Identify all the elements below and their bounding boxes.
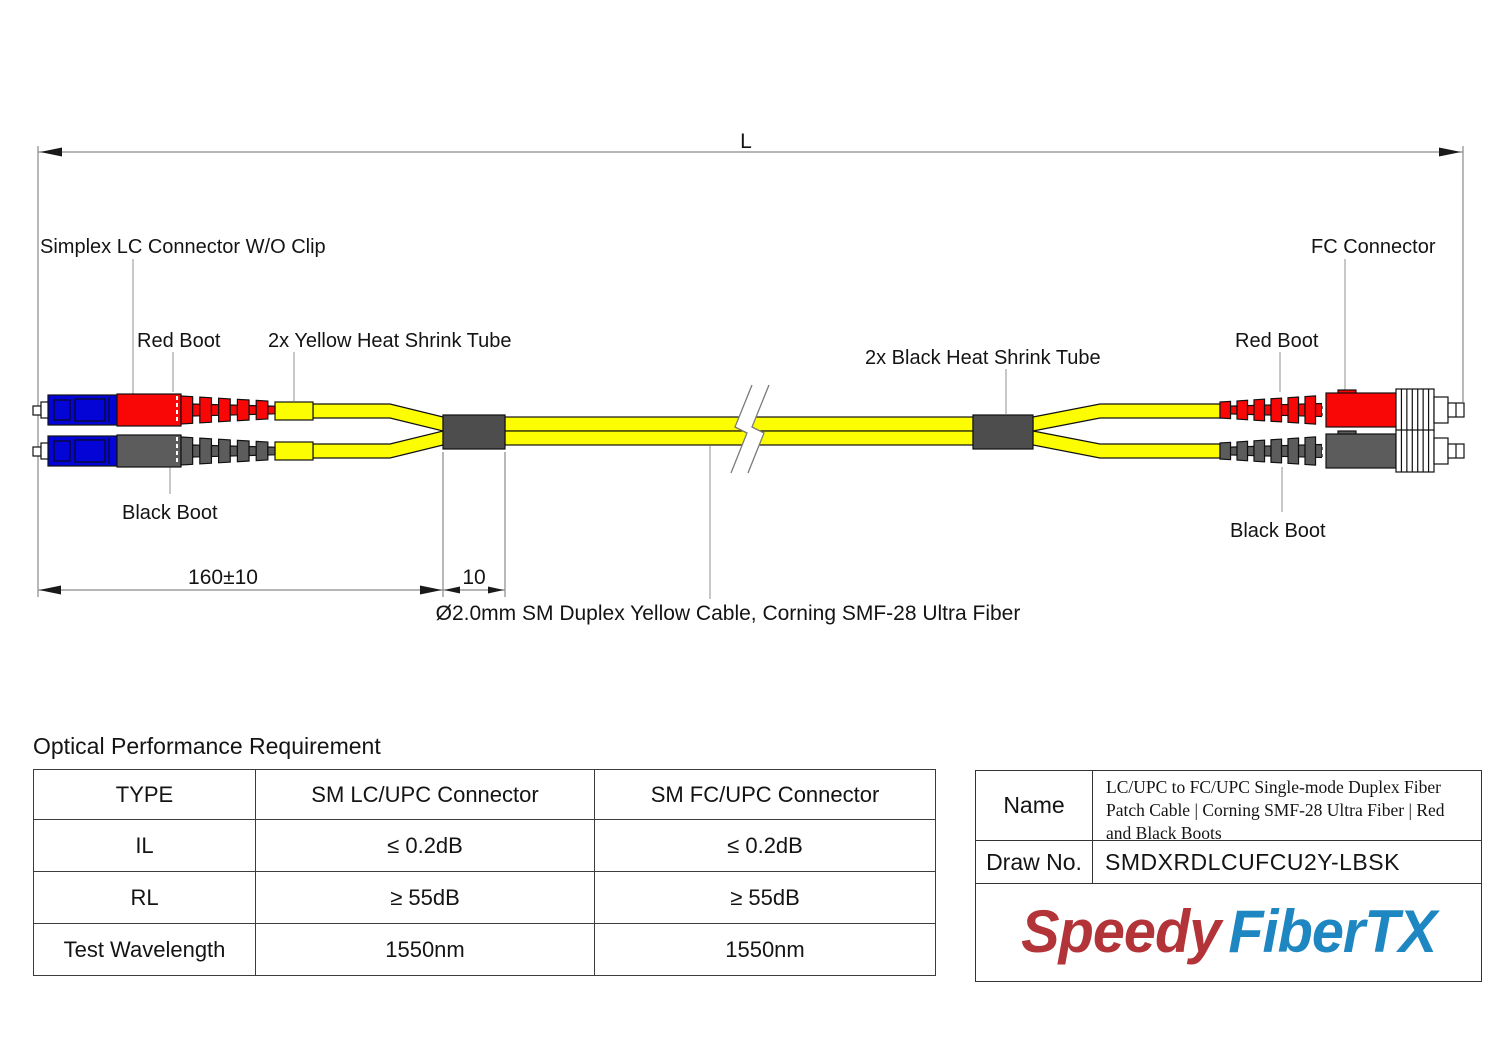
black-boot-ribs-left [181,437,275,465]
performance-table-title: Optical Performance Requirement [33,733,381,759]
wavelength-lc-value: 1550nm [256,924,595,976]
cable-bottom-left [313,431,443,458]
lc-ferrule-tip-bottom [33,447,41,456]
cable-top-right [1033,404,1220,431]
row-label-rl: RL [34,872,256,924]
name-label: Name [976,771,1093,840]
speedyfibertx-logo [976,884,1481,979]
table-row-il [34,820,936,872]
performance-header-row [34,770,936,820]
title-block-name-row [976,771,1481,841]
wavelength-fc-value: 1550nm [595,924,936,976]
fc-collar-top [1434,397,1448,423]
label-fc-connector: FC Connector [1311,236,1436,258]
red-boot-block-left [117,394,181,426]
label-red-boot-left: Red Boot [137,330,221,352]
label-cable-spec: Ø2.0mm SM Duplex Yellow Cable, Corning SMF-28 Ultra Fiber [435,602,1021,625]
fc-collar-bottom [1434,438,1448,464]
duplex-cable-bottom [505,431,973,445]
arrow-L-left [40,148,62,157]
name-value: LC/UPC to FC/UPC Single-mode Duplex Fiber Patch Cable | Corning SMF-28 Ultra Fiber | Red and Black Boots [1106,777,1445,843]
red-boot-ribs-left [181,396,275,424]
arrow-10-right [488,587,504,594]
black-heat-shrink-block [973,415,1033,449]
arrow-160-left [39,586,61,595]
rl-lc-value: ≥ 55dB [256,872,595,924]
lc-ferrule-top [41,402,48,418]
black-boot-block-left [117,435,181,467]
rl-fc-value: ≥ 55dB [595,872,936,924]
label-red-boot-right: Red Boot [1235,330,1319,352]
logo-part-fibertx: FiberTX [1228,898,1437,965]
table-row-wavelength [34,924,936,976]
label-yellow-tube: 2x Yellow Heat Shrink Tube [268,330,512,352]
dim-label-10: 10 [462,566,486,589]
row-label-il: IL [34,820,256,872]
lc-ferrule-tip-top [33,406,41,415]
draw-no-value: SMDXRDLCUFCU2Y-LBSK [1105,848,1400,875]
logo-part-speedy: Speedy [1020,898,1220,965]
label-black-boot-right: Black Boot [1230,520,1326,542]
breakout-block-left [443,415,505,449]
il-fc-value: ≤ 0.2dB [595,820,936,872]
label-lc-connector: Simplex LC Connector W/O Clip [40,236,326,258]
fc-body-red [1326,393,1396,427]
cable-top-left [313,404,443,431]
yellow-heat-shrink-bottom [275,442,313,460]
performance-table [33,769,936,976]
il-lc-value: ≤ 0.2dB [256,820,595,872]
arrow-10-left [444,587,460,594]
col-header-fc: SM FC/UPC Connector [595,770,936,820]
label-black-tube: 2x Black Heat Shrink Tube [865,347,1101,369]
table-row-rl [34,872,936,924]
col-header-lc: SM LC/UPC Connector [256,770,595,820]
dim-label-L: L [740,130,752,153]
label-black-boot-left: Black Boot [122,502,218,524]
row-label-wavelength: Test Wavelength [34,924,256,976]
red-boot-ribs-right [1220,396,1322,424]
col-header-type: TYPE [34,770,256,820]
black-boot-ribs-right [1220,437,1322,465]
arrow-L-right [1439,148,1461,157]
draw-no-label: Draw No. [976,841,1093,883]
lc-ferrule-bottom [41,443,48,459]
lc-connector-bodies [48,395,117,466]
yellow-heat-shrink-top [275,402,313,420]
cable-bottom-right [1033,431,1220,458]
arrow-160-right [420,586,442,595]
title-block [975,770,1482,982]
fc-body-black [1326,434,1396,468]
dim-label-160: 160±10 [188,566,258,589]
title-block-drawno-row [976,841,1481,884]
